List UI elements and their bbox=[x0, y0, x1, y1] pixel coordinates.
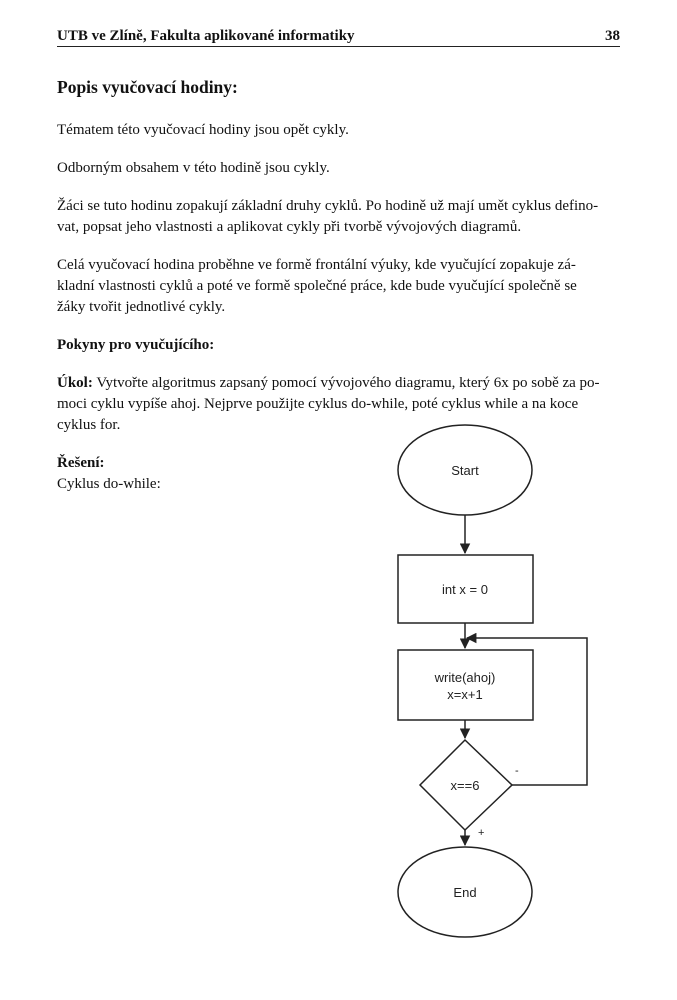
loop-back-line bbox=[467, 638, 587, 785]
do-while-flowchart bbox=[390, 420, 600, 950]
paragraph-method bbox=[57, 255, 620, 318]
start-label: Start bbox=[451, 463, 479, 478]
page-header bbox=[57, 26, 620, 47]
paragraph-content: Odborným obsahem v této hodině jsou cykly. bbox=[57, 160, 330, 176]
body-label-line-2: x=x+1 bbox=[447, 687, 483, 702]
task-label: Úkol: bbox=[57, 375, 93, 391]
task-line-2: moci cyklu vypíše ahoj. Nejprve použijte cyklus do-while, poté cyklus while a na koce bbox=[57, 396, 579, 412]
task-line-3: cyklus for. bbox=[57, 417, 121, 433]
yes-branch-label: + bbox=[478, 827, 485, 839]
task-line-1: Vytvořte algoritmus zapsaný pomocí vývojového diagramu, který 6x po sobě za po- bbox=[92, 375, 600, 391]
end-label: End bbox=[453, 885, 477, 900]
body-node bbox=[398, 650, 533, 720]
condition-label: x==6 bbox=[450, 778, 480, 793]
instructions-title: Pokyny pro vyučujícího: bbox=[57, 337, 215, 353]
paragraph-goals-line-1: Žáci se tuto hodinu zopakují základní druhy cyklů. Po hodině už mají umět cyklus defino- bbox=[57, 198, 599, 214]
header-institution: UTB ve Zlíně, Fakulta aplikované informatiky bbox=[57, 28, 355, 44]
paragraph-goals-line-2: vat, popsat jeho vlastnosti a aplikovat cykly při tvorbě vývojových diagramů. bbox=[57, 219, 522, 235]
init-label: int x = 0 bbox=[442, 582, 488, 597]
paragraph-topic: Tématem této vyučovací hodiny jsou opět cykly. bbox=[57, 122, 349, 138]
paragraph-method-line-1: Celá vyučovací hodina proběhne ve formě frontální výuky, kde vyučující zopakuje zá- bbox=[57, 257, 576, 273]
body-label-line-1: write(ahoj) bbox=[434, 670, 496, 685]
solution-subtitle: Cyklus do-while: bbox=[57, 476, 161, 492]
paragraph-goals bbox=[57, 196, 620, 238]
paragraph-method-line-3: žáky tvořit jednotlivé cykly. bbox=[57, 299, 226, 315]
no-branch-label: - bbox=[515, 765, 519, 777]
header-page-number: 38 bbox=[605, 28, 620, 44]
solution-label: Řešení: bbox=[57, 455, 105, 471]
paragraph-method-line-2: kladní vlastnosti cyklů a poté ve formě společné práce, kde bude vyučující společně se bbox=[57, 278, 577, 294]
section-title: Popis vyučovací hodiny: bbox=[57, 77, 238, 97]
